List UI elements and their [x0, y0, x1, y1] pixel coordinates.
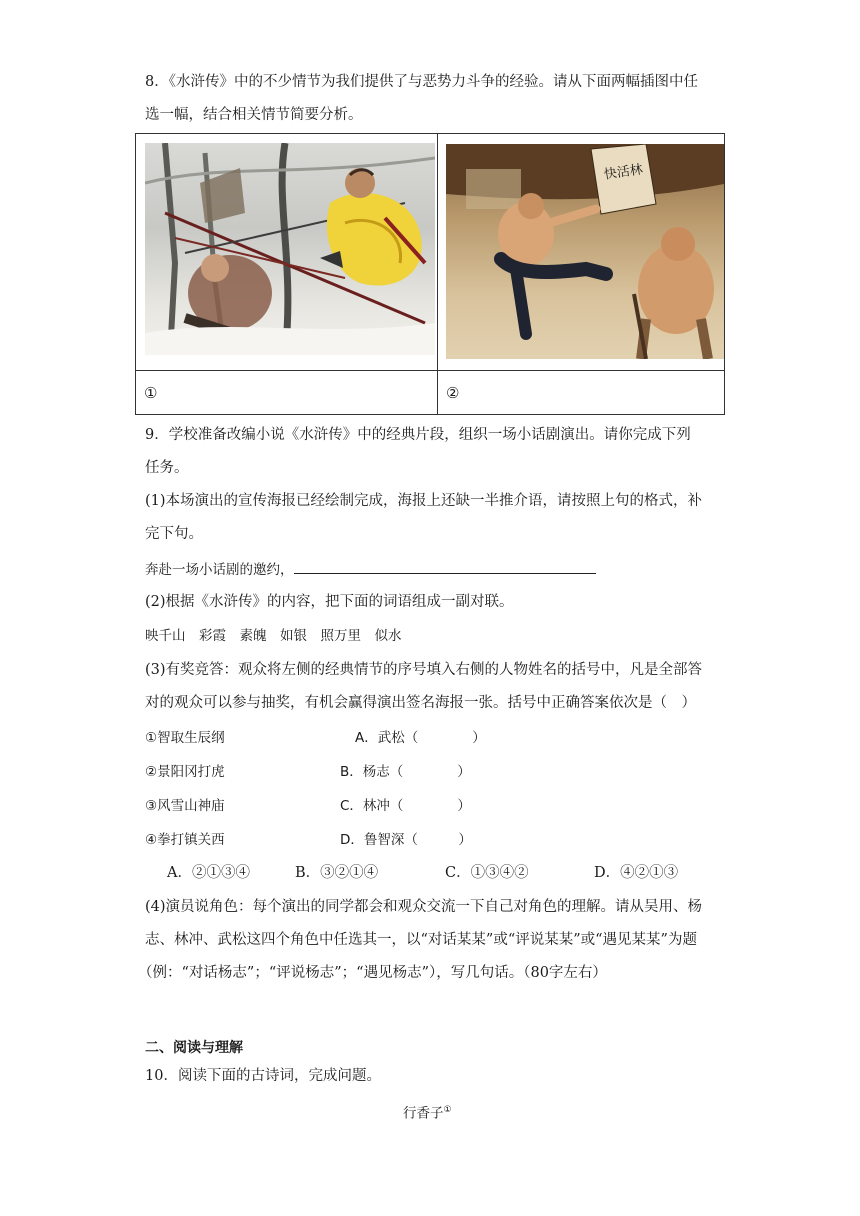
- answer-blank-line[interactable]: [294, 559, 596, 574]
- q9-text-line2: 任务。: [145, 460, 189, 476]
- poem-footnote-marker: ①: [443, 1105, 452, 1115]
- poem-title-text: 行香子: [403, 1105, 444, 1122]
- illustration-label-1: ①: [136, 371, 438, 415]
- q9-task1-line2: 完下句。: [145, 526, 203, 542]
- illustration-table: [135, 133, 725, 415]
- q9-task4-line2: 志、林冲、武松这四个角色中任选其一，以“对话某某”或“评说某某”或“遇见某某”为题: [145, 932, 697, 948]
- match-left-2: ②景阳冈打虎: [145, 764, 225, 780]
- q9-task1-line1: (1)本场演出的宣传海报已经绘制完成，海报上还缺一半推介语，请按照上句的格式，补: [145, 493, 703, 509]
- illustration-1-image: [145, 143, 435, 355]
- q9-task4-line1: (4)演员说角色：每个演出的同学都会和观众交流一下自己对角色的理解。请从吴用、杨: [145, 899, 703, 915]
- q9-task2-words: 映千山 彩霞 素魄 如银 照万里 似水: [145, 628, 402, 644]
- poem-title: [403, 1100, 452, 1124]
- q9-task1-answer-row: [145, 559, 596, 580]
- option-c[interactable]: C．①③④②: [445, 865, 529, 881]
- match-left-1: ①智取生辰纲: [145, 730, 225, 746]
- illustration-2-image: [446, 144, 724, 359]
- q10-text: 10．阅读下面的古诗词，完成问题。: [145, 1068, 381, 1084]
- match-left-4: ④拳打镇关西: [145, 832, 225, 848]
- q9-text-line1: 9．学校准备改编小说《水浒传》中的经典片段，组织一场小话剧演出。请你完成下列: [145, 427, 691, 443]
- section-heading: 二、阅读与理解: [145, 1040, 243, 1056]
- option-a[interactable]: A．②①③④: [167, 865, 250, 881]
- match-right-1: A．武松（ ）: [355, 730, 486, 746]
- match-right-3: C．林冲（ ）: [340, 798, 471, 814]
- q9-task3-line1: (3)有奖竞答：观众将左侧的经典情节的序号填入右侧的人物姓名的括号中，凡是全部答: [145, 662, 703, 678]
- q8-text-line2: 选一幅，结合相关情节简要分析。: [145, 107, 363, 123]
- q9-task3-line2: 对的观众可以参与抽奖，有机会赢得演出签名海报一张。括号中正确答案依次是（ ）: [145, 695, 696, 711]
- match-left-3: ③风雪山神庙: [145, 798, 225, 814]
- illustration-cell-1: [136, 134, 438, 371]
- match-right-4: D．鲁智深（ ）: [340, 832, 472, 848]
- q9-task1-prompt: 奔赴一场小话剧的邀约，: [145, 562, 294, 578]
- illustration-cell-2: [438, 134, 725, 371]
- illustration-label-2: ②: [438, 371, 725, 415]
- q9-task2-line1: (2)根据《水浒传》的内容，把下面的词语组成一副对联。: [145, 594, 514, 610]
- option-d[interactable]: D．④②①③: [594, 865, 679, 881]
- banner-text: 快活林: [603, 162, 644, 183]
- match-right-2: B．杨志（ ）: [340, 764, 471, 780]
- q8-text-line1: 8．《水浒传》中的不少情节为我们提供了与恶势力斗争的经验。请从下面两幅插图中任: [145, 74, 698, 90]
- q9-task4-line3: （例：“对话杨志”；“评说杨志”；“遇见杨志”），写几句话。（80字左右）: [138, 965, 607, 981]
- option-b[interactable]: B．③②①④: [295, 865, 379, 881]
